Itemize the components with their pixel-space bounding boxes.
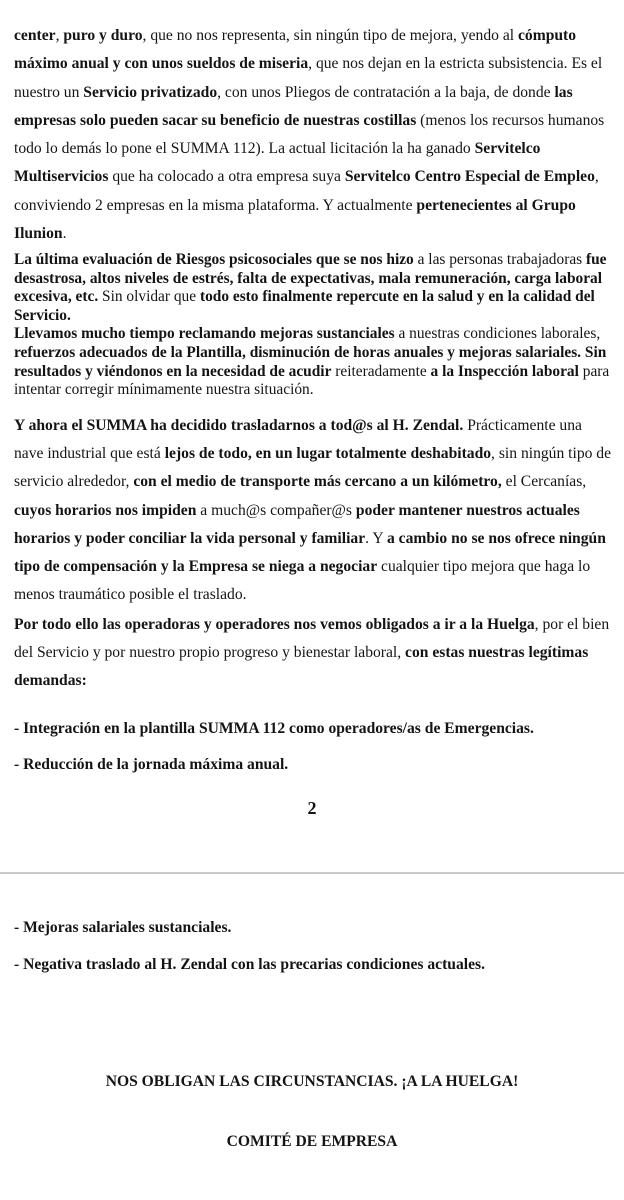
paragraph-strike-call: Por todo ello las operadoras y operadores nos vemos obligados a ir a la Huelga, por el bien del Servicio y por nuestro propio progreso y bienestar laboral, con estas nuestras legítimas demandas: [14, 616, 610, 690]
paragraph-privatized-service: center, puro y duro, que no nos representa, sin ningún tipo de mejora, yendo al cómputo máximo anual y con unos sueldos de miseria, que nos dejan en la estricta subsistencia. Es el nuestro un Servicio privatizado, con unos Pliegos de contratación a la baja, de donde las empresas solo pueden sacar su beneficio de nuestras costillas (menos los recursos humanos todo lo demás lo pone el SUMMA 112). La actual licitación la ha ganado Servitelco Multiservicios que ha colocado a otra empresa suya Servitelco Centro Especial de Empleo, conviviendo 2 empresas en la misma plataforma. Y actualmente pertenecientes al Grupo Ilunion. [14, 27, 605, 243]
strike-slogan: NOS OBLIGAN LAS CIRCUNSTANCIAS. ¡A LA HUELGA! [105, 1073, 519, 1090]
demand-item-salaries: - Mejoras salariales sustanciales. [14, 919, 232, 936]
paragraph-psychosocial-risks: La última evaluación de Riesgos psicosociales que se nos hizo a las personas trabajadoras fue desastrosa, altos niveles de estrés, falta de expectativas, mala remuneración, carga laboral excesiva, etc. Sin olvidar que todo esto finalmente repercute en la salud y en la calidad del Servicio. Llevamos mucho tiempo reclamando mejoras sustanciales a nuestras condiciones laborales, refuerzos adecuados de la Plantilla, disminución de horas anuales y mejoras salariales. Sin resultados y viéndonos en la necesidad de acudir reiteradamente a la Inspección laboral para intentar corregir mínimamente nuestra situación. [14, 251, 610, 399]
page-number: 2 [307, 798, 317, 818]
demand-item-hours: - Reducción de la jornada máxima anual. [14, 756, 289, 773]
signature-committee: COMITÉ DE EMPRESA [226, 1133, 398, 1150]
document-page-2 [0, 874, 624, 1200]
paragraph-zendal-transfer: Y ahora el SUMMA ha decidido trasladarnos a tod@s al H. Zendal. Prácticamente una nave industrial que está lejos de todo, en un lugar totalmente deshabitado, sin ningún tipo de servicio alrededor, con el medio de transporte más cercano a un kilómetro, el Cercanías, cuyos horarios nos impiden a much@s compañer@s poder mantener nuestros actuales horarios y poder conciliar la vida personal y familiar. Y a cambio no se nos ofrece ningún tipo de compensación y la Empresa se niega a negociar cualquier tipo mejora que haga lo menos traumático posible el traslado. [14, 417, 612, 604]
demand-item-integration: - Integración en la plantilla SUMMA 112 como operadores/as de Emergencias. [14, 720, 534, 737]
demand-item-transfer-refusal: - Negativa traslado al H. Zendal con las precarias condiciones actuales. [14, 956, 485, 973]
